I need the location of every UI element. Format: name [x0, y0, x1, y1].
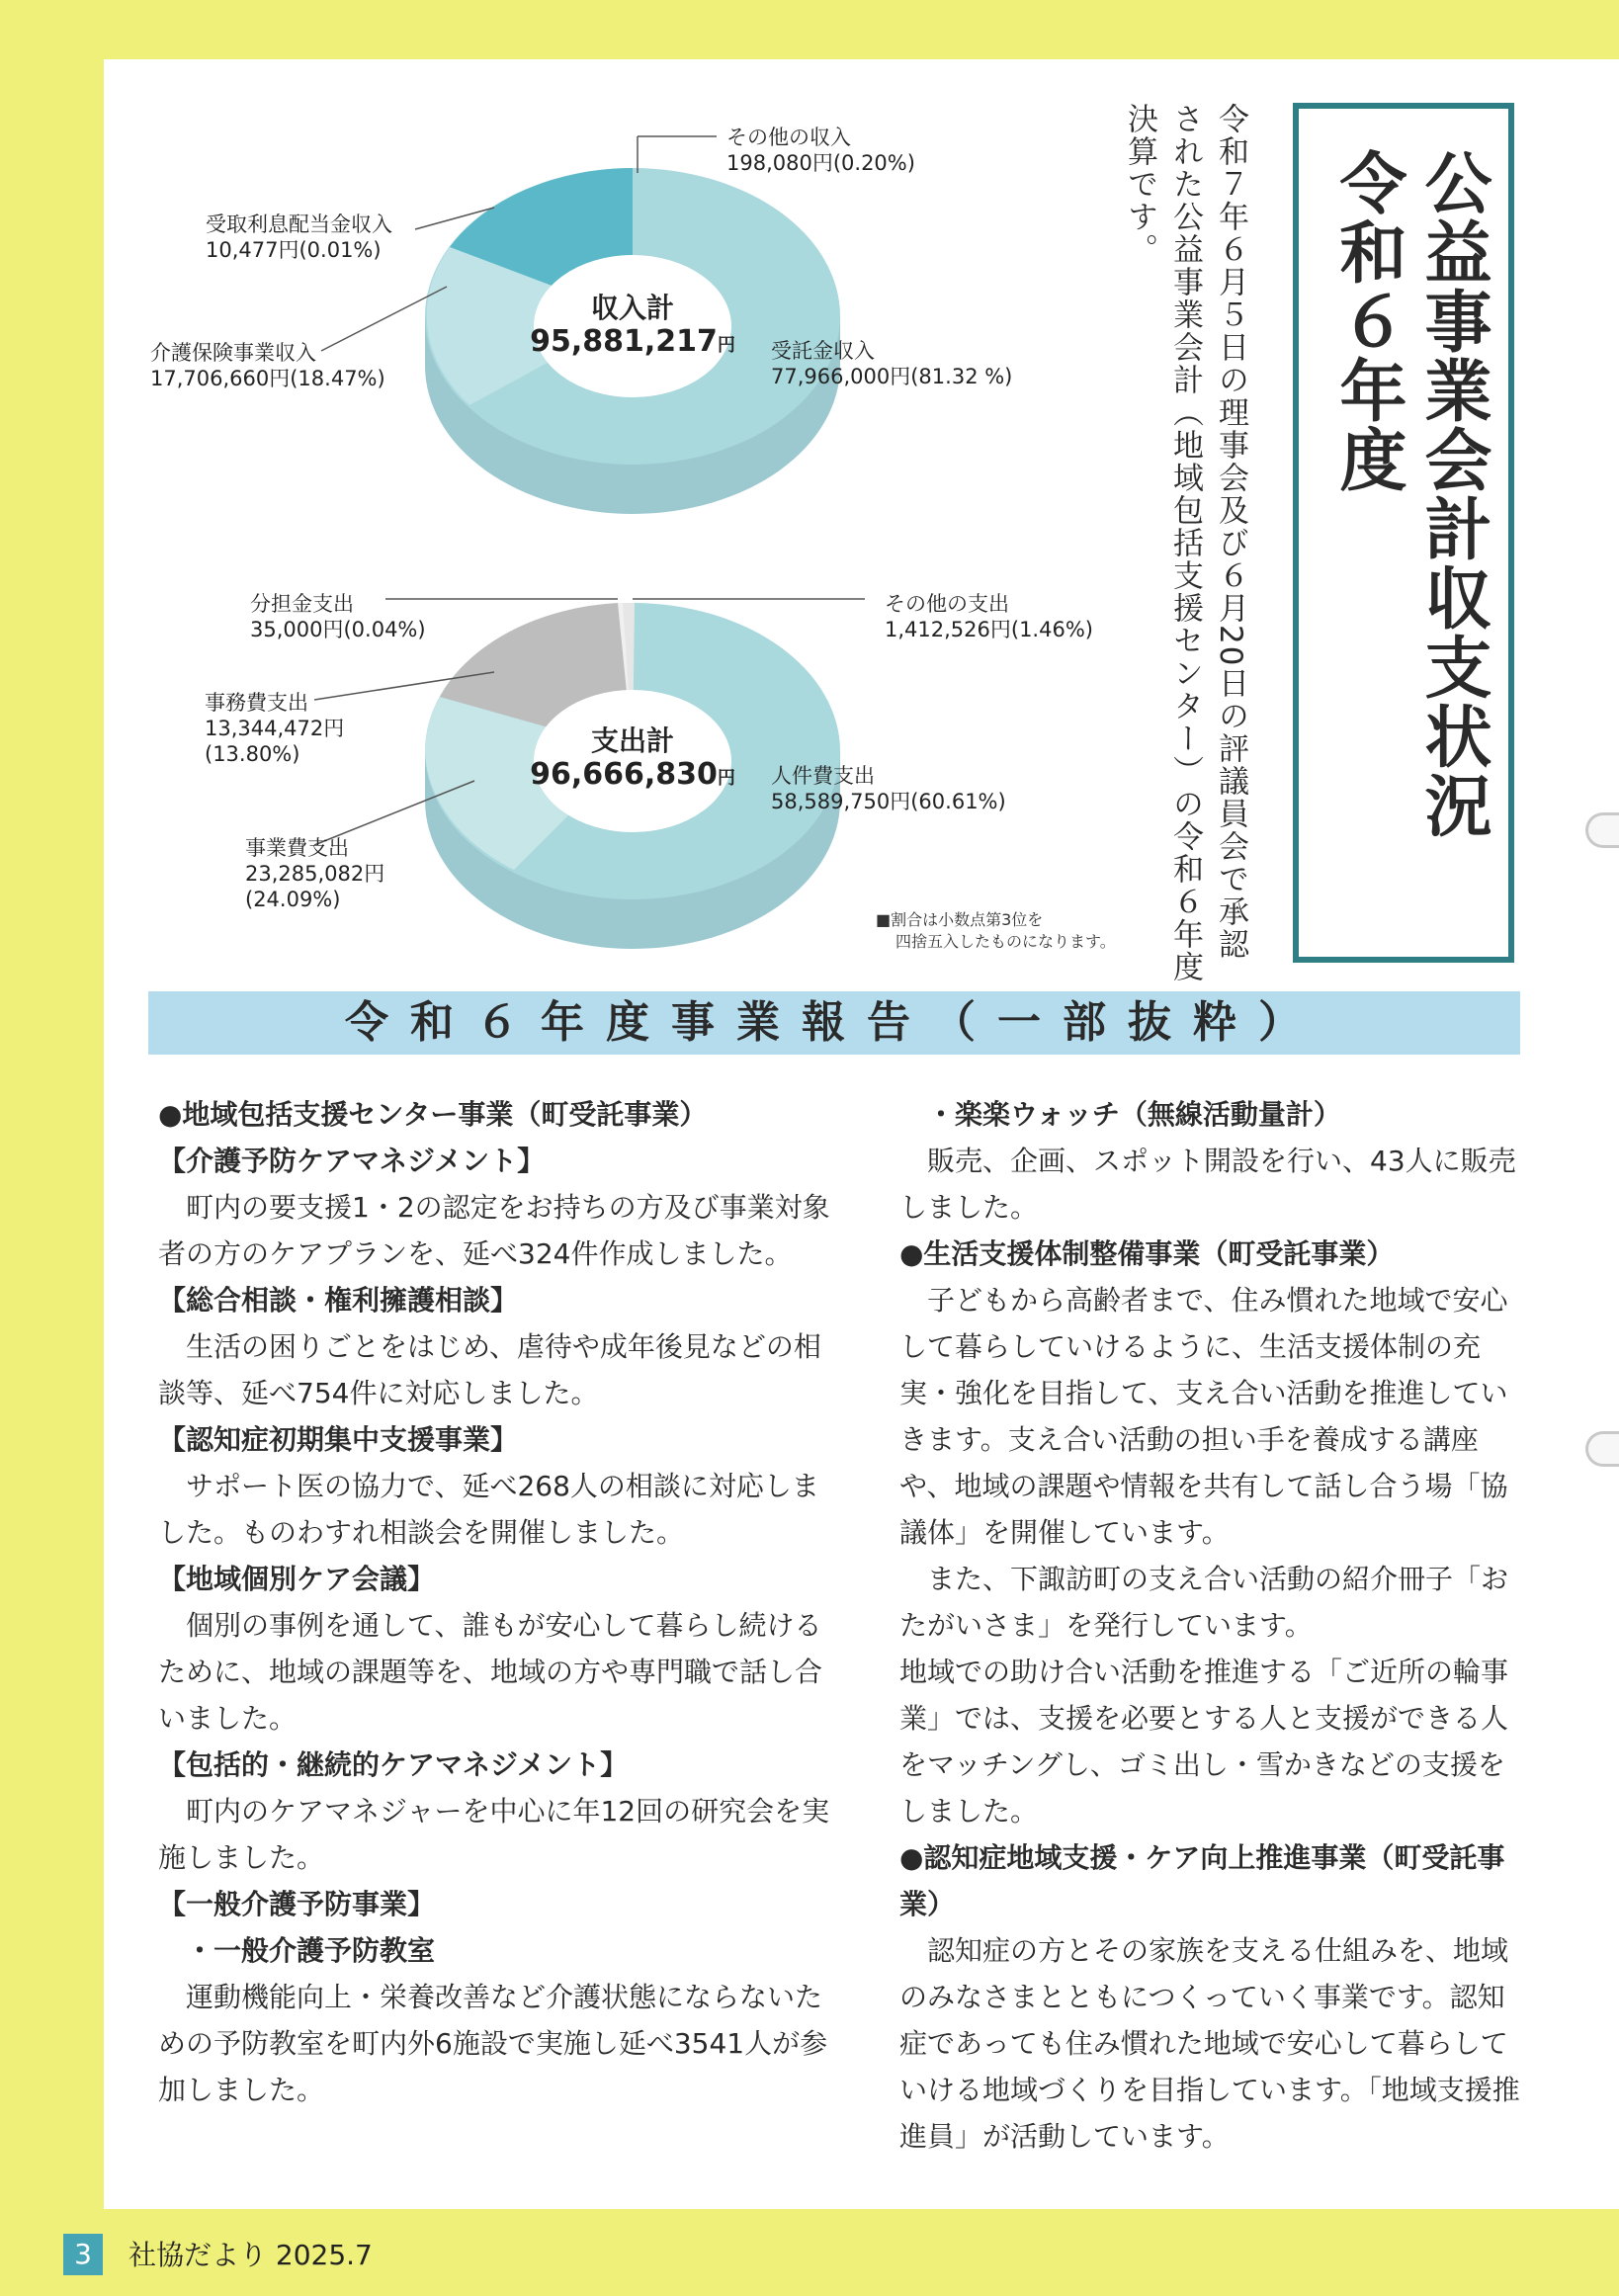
section-heading: ・楽楽ウォッチ（無線活動量計）	[927, 1098, 1341, 1131]
expense-total-unit: 円	[717, 768, 735, 789]
expense-label-project-pct: (24.09%)	[245, 888, 341, 911]
section-heading: 【総合相談・権利擁護相談】	[158, 1284, 519, 1317]
income-total-label: 収入計	[590, 292, 674, 324]
expense-label-personnel-value: 58,589,750円(60.61%)	[771, 790, 1006, 813]
paragraph: サポート医の協力で、延べ268人の相談に対応しました。ものわすれ相談会を開催しました。	[158, 1470, 819, 1549]
publication-name: 社協だより 2025.7	[128, 2239, 373, 2271]
paragraph: 生活の困りごとをはじめ、虐待や成年後見などの相談等、延べ754件に対応しました。	[158, 1330, 821, 1409]
paragraph: 地域での助け合い活動を推進する「ご近所の輪事業」では、支援を必要とする人と支援ができる人をマッチングし、ゴミ出し・雪かきなどの支援をしました。	[899, 1656, 1509, 1828]
income-label-interest-value: 10,477円(0.01%)	[206, 238, 382, 262]
income-label-entrust-value: 77,966,000円(81.32 %)	[771, 365, 1013, 388]
income-total-value: 95,881,217	[530, 324, 718, 359]
expense-label-share-name: 分担金支出	[250, 592, 354, 616]
report-banner: 令和６年度事業報告（一部抜粋）	[148, 991, 1520, 1055]
paragraph: 運動機能向上・栄養改善など介護状態にならないための予防教室を町内外6施設で実施し延べ3541人が参加しました。	[158, 1981, 828, 2106]
paragraph: 子どもから高齢者まで、住み慣れた地域で安心して暮らしていけるように、生活支援体制の充実・強化を目指して、支え合い活動を推進していきます。支え合い活動の担い手を養成する講座や、地域の課題や情報を共有して話し合う場「協議体」を開催しています。	[899, 1284, 1508, 1549]
income-total	[514, 324, 751, 359]
paragraph: 町内のケアマネジャーを中心に年12回の研究会を実施しました。	[158, 1795, 830, 1874]
intro-text: 令和７年６月５日の理事会及び６月20日の評議員会で承認された公益事業会計（地域包括支援センター）の令和６年度決算です。	[1122, 103, 1248, 983]
income-label-other-value: 198,080円(0.20%)	[726, 151, 915, 175]
title-line-2: 公益事業会計収支状況	[1413, 148, 1491, 840]
paragraph: また、下諏訪町の支え合い活動の紹介冊子「おたがいさま」を発行しています。	[899, 1563, 1509, 1642]
expense-label-office-value: 13,344,472円	[205, 717, 345, 740]
income-label-care-value: 17,706,660円(18.47%)	[150, 367, 385, 390]
section-heading: ●地域包括支援センター事業（町受託事業）	[158, 1098, 708, 1131]
expense-label-office-name: 事務費支出	[205, 691, 308, 715]
paragraph: 販売、企画、スポット開設を行い、43人に販売しました。	[899, 1145, 1516, 1224]
section-heading: 【包括的・継続的ケアマネジメント】	[158, 1748, 629, 1781]
expense-total	[514, 757, 751, 792]
income-label-other-name: その他の収入	[726, 126, 851, 149]
section-heading: 【認知症初期集中支援事業】	[158, 1423, 519, 1456]
income-label-interest-name: 受取利息配当金収入	[206, 213, 392, 236]
expense-label-project-name: 事業費支出	[245, 836, 349, 860]
section-heading: 【介護予防ケアマネジメント】	[158, 1145, 546, 1177]
section-heading: ●認知症地域支援・ケア向上推進事業（町受託事業）	[899, 1841, 1505, 1920]
section-heading: ●生活支援体制整備事業（町受託事業）	[899, 1237, 1395, 1270]
section-heading: 【一般介護予防事業】	[158, 1888, 436, 1920]
chart-note-line2: 四捨五入したものになります。	[895, 932, 1116, 951]
expense-label-other-value: 1,412,526円(1.46%)	[885, 618, 1093, 641]
income-label-care-name: 介護保険事業収入	[150, 341, 316, 365]
right-column	[899, 1091, 1532, 2160]
punch-hole	[1585, 1431, 1619, 1467]
income-total-unit: 円	[717, 335, 735, 356]
section-heading: ・一般介護予防教室	[186, 1934, 436, 1967]
paragraph: 町内の要支援1・2の認定をお持ちの方及び事業対象者の方のケアプランを、延べ324件作成しました。	[158, 1191, 830, 1270]
chart-note-line1: ■割合は小数点第3位を	[876, 910, 1044, 929]
income-label-entrust-name: 受託金収入	[771, 339, 875, 363]
expense-total-label: 支出計	[590, 724, 674, 757]
expense-total-value: 96,666,830	[530, 757, 718, 792]
expense-label-project-value: 23,285,082円	[245, 862, 385, 886]
page-number: 3	[63, 2234, 103, 2275]
left-column	[158, 1091, 830, 2113]
expense-label-share-value: 35,000円(0.04%)	[250, 618, 426, 641]
expense-label-other-name: その他の支出	[885, 592, 1009, 616]
expense-label-office-pct: (13.80%)	[205, 742, 300, 766]
title-line-1: 令和６年度	[1328, 148, 1406, 494]
section-heading: 【地域個別ケア会議】	[158, 1563, 436, 1595]
paragraph: 認知症の方とその家族を支える仕組みを、地域のみなさまとともにつくっていく事業です。認知症であっても住み慣れた地域で安心して暮らしていける地域づくりを目指しています。「地域支援推進員」が活動しています。	[899, 1934, 1520, 2153]
paragraph: 個別の事例を通して、誰もが安心して暮らし続けるために、地域の課題等を、地域の方や専門職で話し合いました。	[158, 1609, 823, 1735]
expense-label-personnel-name: 人件費支出	[771, 764, 875, 788]
